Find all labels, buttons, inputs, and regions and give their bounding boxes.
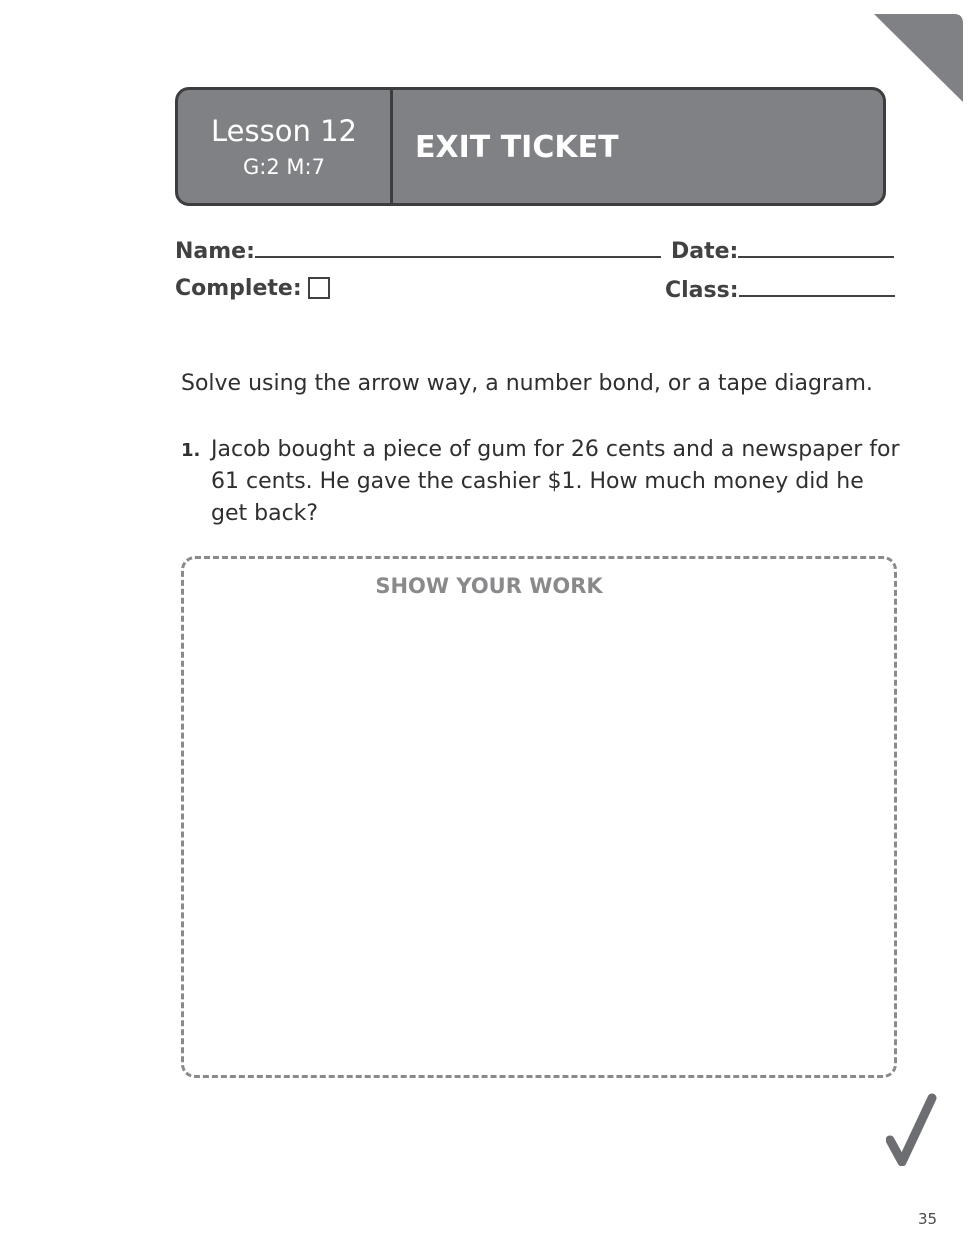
question-text: Jacob bought a piece of gum for 26 cents and a newspaper for 61 cents. He gave the cashier $1. How much money did he get back? — [211, 437, 900, 526]
page-number: 35 — [918, 1210, 938, 1228]
exit-ticket-title: EXIT TICKET — [415, 130, 619, 165]
date-line[interactable] — [738, 236, 894, 258]
date-label: Date: — [671, 239, 739, 264]
name-field[interactable] — [175, 236, 661, 266]
class-line[interactable] — [739, 275, 895, 297]
question-number: 1. — [181, 440, 201, 461]
lesson-header — [175, 87, 886, 206]
checkmark-icon — [886, 1090, 938, 1166]
complete-checkbox[interactable] — [308, 277, 330, 299]
name-line[interactable] — [255, 236, 661, 258]
class-label: Class: — [665, 278, 739, 303]
lesson-grade-module: G:2 M:7 — [243, 155, 325, 179]
work-area-label: SHOW YOUR WORK — [375, 574, 603, 598]
lesson-box — [178, 90, 393, 203]
lesson-title: Lesson 12 — [211, 114, 357, 148]
work-area[interactable] — [181, 556, 897, 1078]
name-label: Name: — [175, 239, 255, 264]
complete-field — [175, 275, 330, 303]
instructions: Solve using the arrow way, a number bond, or a tape diagram. — [181, 371, 873, 396]
corner-tab-icon — [874, 14, 964, 104]
date-field[interactable] — [671, 236, 894, 266]
class-field[interactable] — [665, 275, 895, 305]
complete-label: Complete: — [175, 276, 302, 301]
